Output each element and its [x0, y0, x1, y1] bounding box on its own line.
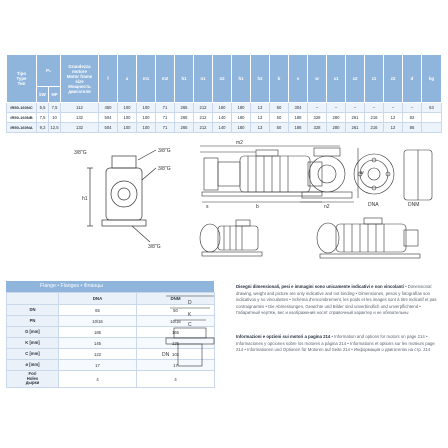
- frame-cell: 112: [61, 103, 99, 113]
- value-cell: 71: [156, 123, 175, 133]
- value-cell: –: [365, 103, 384, 113]
- spec-table: [6, 54, 442, 133]
- value-cell: 180: [232, 123, 251, 133]
- value-cell: 212: [194, 103, 213, 113]
- flange-value: 17: [59, 360, 137, 371]
- value-cell: 180: [232, 103, 251, 113]
- value-cell: 188: [289, 123, 308, 133]
- flange-value: 125: [137, 338, 215, 349]
- value-cell: 71: [156, 103, 175, 113]
- value-cell: 261: [346, 113, 365, 123]
- flange-table-title: Flange • Flanges • Фланцы: [6, 281, 214, 292]
- value-cell: 12: [384, 123, 403, 133]
- header-col: s: [289, 55, 308, 103]
- value-cell: 50: [270, 123, 289, 133]
- flange-header-dnm: DNM: [137, 293, 215, 305]
- header-col: a: [118, 55, 137, 103]
- value-cell: 13: [251, 103, 270, 113]
- flange-row-label: K [mm]: [7, 338, 59, 349]
- value-cell: –: [403, 103, 422, 113]
- flange-value: 10/16: [137, 316, 215, 327]
- value-cell: 212: [194, 113, 213, 123]
- header-col: m2: [156, 55, 175, 103]
- value-cell: 100: [137, 103, 156, 113]
- pump-photo: [312, 212, 442, 262]
- value-cell: [422, 123, 442, 133]
- value-cell: 140: [213, 113, 232, 123]
- value-cell: 13: [251, 113, 270, 123]
- flange-header-dna: DNA: [59, 293, 137, 305]
- pump-isometric-drawing: [192, 212, 272, 262]
- header-kw: kW: [37, 87, 49, 103]
- header-col: z1: [365, 55, 384, 103]
- header-hp: HP: [49, 87, 61, 103]
- value-cell: 100: [118, 123, 137, 133]
- model-cell: IR50-160NA: [7, 123, 37, 133]
- flange-value: 102: [137, 349, 215, 360]
- port-label: 3/8"G: [158, 148, 171, 154]
- header-col: kg: [422, 55, 442, 103]
- value-cell: 100: [118, 113, 137, 123]
- header-col: n1: [194, 55, 213, 103]
- value-cell: –: [308, 103, 327, 113]
- kw-cell: 5,5: [37, 103, 49, 113]
- value-cell: 140: [213, 123, 232, 133]
- value-cell: –: [384, 103, 403, 113]
- dim-dn-label: DN: [162, 352, 170, 358]
- flange-value: 4: [59, 371, 137, 388]
- dim-w-label: w: [360, 170, 364, 176]
- model-cell: IR50-160NC: [7, 103, 37, 113]
- value-cell: 63: [422, 103, 442, 113]
- value-cell: 71: [156, 113, 175, 123]
- pump-front-drawing: [72, 140, 192, 260]
- model-cell: IR50-160NB: [7, 113, 37, 123]
- value-cell: 261: [346, 123, 365, 133]
- value-cell: 265: [175, 103, 194, 113]
- value-cell: 265: [175, 113, 194, 123]
- flange-value: 185: [59, 327, 137, 338]
- header-motor-frame: Grandezza motore Motor frame size Мощность двигателя: [61, 55, 99, 103]
- table-row: [7, 103, 442, 113]
- value-cell: 100: [137, 123, 156, 133]
- header-col: m1: [137, 55, 156, 103]
- value-cell: 216: [365, 113, 384, 123]
- dim-c-label: C: [188, 322, 192, 328]
- dimensions-note-lead: Disegni dimensionali, pesi e immagini sono unicamente indicativi e non vincolanti: [236, 284, 404, 289]
- flange-value: 10/16: [59, 316, 137, 327]
- header-col: x2: [346, 55, 365, 103]
- value-cell: 450: [99, 103, 118, 113]
- frame-cell: 132: [61, 123, 99, 133]
- flange-value: 4: [137, 371, 215, 388]
- flange-row-label: Fori Holes дырки: [7, 371, 59, 388]
- value-cell: 328: [308, 123, 327, 133]
- value-cell: –: [327, 103, 346, 113]
- value-cell: 100: [137, 113, 156, 123]
- value-cell: 180: [232, 113, 251, 123]
- motor-info-note: [236, 334, 442, 354]
- value-cell: 216: [365, 123, 384, 133]
- value-cell: 100: [118, 103, 137, 113]
- kw-cell: 7,5: [37, 113, 49, 123]
- header-col: x1: [327, 55, 346, 103]
- header-col: h1: [232, 55, 251, 103]
- header-p2: P₂: [37, 55, 61, 87]
- value-cell: 85: [403, 123, 422, 133]
- flange-value: 65: [59, 305, 137, 316]
- table-row: [7, 371, 215, 388]
- value-cell: 265: [175, 123, 194, 133]
- hp-cell: 7,5: [49, 103, 61, 113]
- flange-value: 122: [59, 349, 137, 360]
- flange-row-label: ø [mm]: [7, 360, 59, 371]
- header-col: b: [270, 55, 289, 103]
- dim-d-label: D: [188, 300, 192, 306]
- value-cell: 504: [99, 113, 118, 123]
- flange-row-label: C [mm]: [7, 349, 59, 360]
- dimensions-note-text: • Dimensional drawing, weight and picture are only indicative and not binding • Dimensiones, pesos y fotografías son indicativos y no vinculantes • Schéma d'encombrement, les poids et les images sont à titre indicatif et pas contraignantes • Die Abmessungen, Gewichte und Bilder sind unverbindlich und unverpflichtend • Габаритный чертёж, вес и изображения носят справочный характер и не обязательны: [236, 284, 437, 316]
- dim-dna-label: DNA: [368, 202, 379, 208]
- port-label: 3/8"G: [148, 244, 161, 250]
- header-col: n2: [213, 55, 232, 103]
- value-cell: 304: [289, 103, 308, 113]
- flange-value: 17: [137, 360, 215, 371]
- motor-info-note-lead: Informazioni e opzioni sui motori a pagina 214: [236, 334, 331, 339]
- flange-detail-drawing: [344, 140, 442, 210]
- value-cell: 13: [251, 123, 270, 133]
- value-cell: 504: [99, 123, 118, 133]
- value-cell: 328: [308, 113, 327, 123]
- value-cell: 188: [289, 113, 308, 123]
- dim-s-label: s: [206, 204, 209, 210]
- dim-h1-label: h1: [82, 196, 88, 202]
- flange-section-drawing: [160, 290, 220, 372]
- value-cell: 82: [403, 113, 422, 123]
- value-cell: –: [346, 103, 365, 113]
- flange-value: 145: [59, 338, 137, 349]
- port-label: 3/8"G: [158, 166, 171, 172]
- port-label: 3/8"G: [74, 150, 87, 156]
- header-col: h1: [175, 55, 194, 103]
- header-col: z2: [384, 55, 403, 103]
- kw-cell: 9,2: [37, 123, 49, 133]
- value-cell: 280: [327, 113, 346, 123]
- motor-info-note-text: • Information and options for motors on page 214 • Informaciones y opciones sobre los motores a página 214 • Informations et options sur les moteurs page 214 • Informationen und Optionen für Motoren auf Seite 214 • Информация о двигателях на стр. 214: [236, 334, 435, 353]
- value-cell: 160: [213, 103, 232, 113]
- value-cell: [422, 113, 442, 123]
- header-col: d: [403, 55, 422, 103]
- value-cell: 12: [384, 113, 403, 123]
- header-col: h2: [251, 55, 270, 103]
- flange-row-label: D [mm]: [7, 327, 59, 338]
- frame-cell: 132: [61, 113, 99, 123]
- flange-row-label: DN: [7, 305, 59, 316]
- dim-k-label: K: [188, 312, 192, 318]
- flange-value: 50: [137, 305, 215, 316]
- value-cell: 212: [194, 123, 213, 133]
- dim-b-label: b: [256, 204, 259, 210]
- dim-m2-label: m2: [236, 140, 243, 146]
- value-cell: 50: [270, 103, 289, 113]
- dimensions-note: [236, 284, 442, 317]
- hp-cell: 12,5: [49, 123, 61, 133]
- flange-row-label: PN: [7, 316, 59, 327]
- table-row: [7, 113, 442, 123]
- dim-dnm-label: DNM: [408, 202, 420, 208]
- dim-n2-label: n2: [324, 204, 330, 210]
- header-col: w: [308, 55, 327, 103]
- header-type: Tipo Type Тип: [7, 55, 37, 103]
- hp-cell: 10: [49, 113, 61, 123]
- flange-value: 165: [137, 327, 215, 338]
- value-cell: 50: [270, 113, 289, 123]
- header-col: f: [99, 55, 118, 103]
- flange-header-blank: [7, 293, 59, 305]
- value-cell: 280: [327, 123, 346, 133]
- table-row: [7, 123, 442, 133]
